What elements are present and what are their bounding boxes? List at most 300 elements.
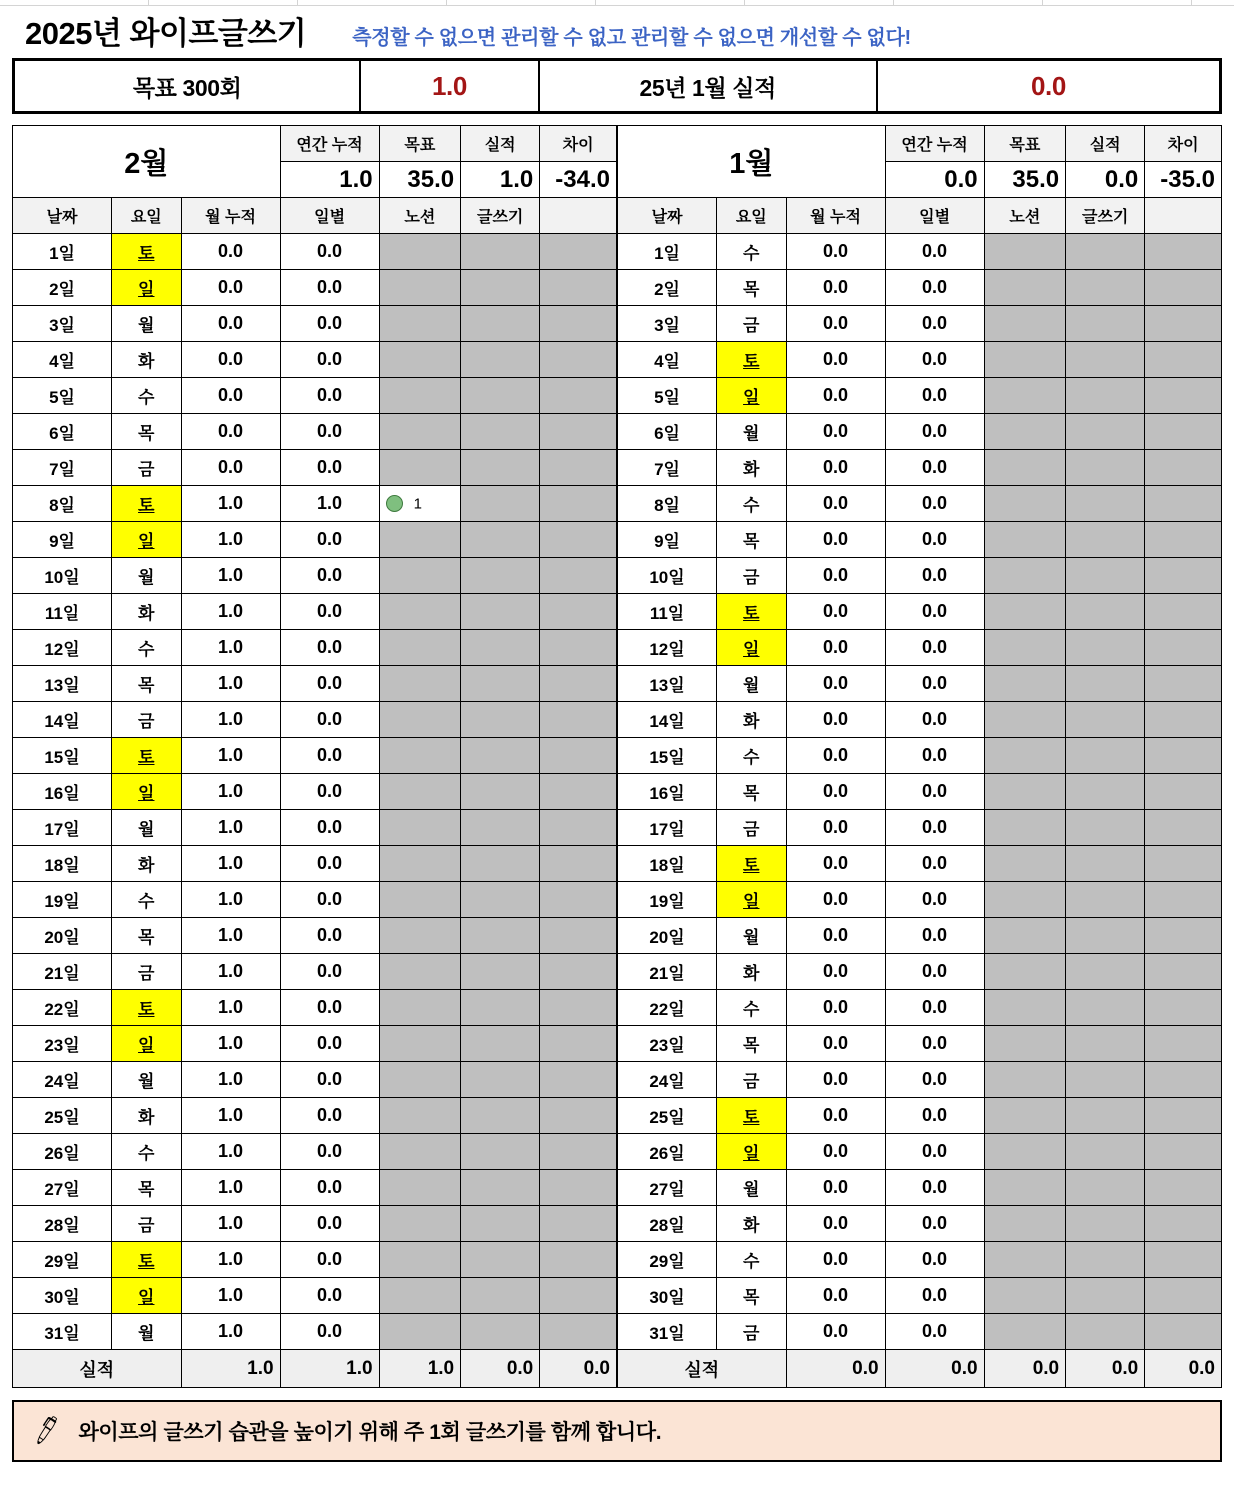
cell-date[interactable]: 28일 (13, 1206, 112, 1242)
cell-notion[interactable] (379, 486, 461, 522)
cell-blank[interactable] (540, 666, 617, 702)
cell-notion[interactable] (379, 450, 461, 486)
cell-daily[interactable]: 0.0 (885, 1314, 984, 1350)
cell-notion[interactable] (379, 1206, 461, 1242)
cell-writing[interactable] (1066, 882, 1145, 918)
cell-date[interactable]: 9일 (13, 522, 112, 558)
cell-daily[interactable]: 0.0 (280, 630, 379, 666)
cell-blank[interactable] (540, 1170, 617, 1206)
cell-blank[interactable] (1145, 738, 1222, 774)
cell-writing[interactable] (1066, 1242, 1145, 1278)
cell-blank[interactable] (1145, 882, 1222, 918)
cell-daily[interactable]: 0.0 (885, 342, 984, 378)
cell-blank[interactable] (1145, 378, 1222, 414)
cell-writing[interactable] (461, 306, 540, 342)
cell-month-accum[interactable]: 0.0 (786, 1134, 885, 1170)
cell-blank[interactable] (1145, 594, 1222, 630)
cell-notion[interactable] (379, 774, 461, 810)
cell-blank[interactable] (540, 1242, 617, 1278)
cell-weekday[interactable]: 수 (717, 990, 786, 1026)
cell-date[interactable]: 10일 (13, 558, 112, 594)
cell-daily[interactable]: 0.0 (280, 918, 379, 954)
cell-blank[interactable] (540, 702, 617, 738)
cell-notion[interactable] (984, 342, 1066, 378)
cell-date[interactable]: 20일 (618, 918, 717, 954)
cell-month-accum[interactable]: 0.0 (786, 666, 885, 702)
cell-blank[interactable] (540, 306, 617, 342)
cell-writing[interactable] (1066, 594, 1145, 630)
cell-date[interactable]: 10일 (618, 558, 717, 594)
cell-daily[interactable]: 0.0 (280, 234, 379, 270)
cell-weekday[interactable]: 목 (717, 522, 786, 558)
cell-month-accum[interactable]: 0.0 (786, 1206, 885, 1242)
cell-weekday[interactable]: 토 (112, 234, 181, 270)
cell-blank[interactable] (540, 1026, 617, 1062)
cell-notion[interactable] (984, 1026, 1066, 1062)
cell-blank[interactable] (540, 378, 617, 414)
cell-weekday[interactable]: 일 (112, 1026, 181, 1062)
cell-daily[interactable]: 0.0 (280, 1206, 379, 1242)
cell-month-accum[interactable]: 1.0 (181, 954, 280, 990)
cell-weekday[interactable]: 월 (112, 558, 181, 594)
cell-blank[interactable] (540, 1278, 617, 1314)
cell-daily[interactable]: 0.0 (885, 630, 984, 666)
cell-writing[interactable] (1066, 702, 1145, 738)
cell-writing[interactable] (1066, 1278, 1145, 1314)
cell-month-accum[interactable]: 0.0 (181, 450, 280, 486)
cell-month-accum[interactable]: 0.0 (786, 342, 885, 378)
cell-weekday[interactable]: 일 (112, 522, 181, 558)
cell-notion[interactable] (379, 378, 461, 414)
cell-daily[interactable]: 0.0 (280, 522, 379, 558)
cell-month-accum[interactable]: 0.0 (786, 846, 885, 882)
cell-month-accum[interactable]: 1.0 (181, 1170, 280, 1206)
cell-date[interactable]: 8일 (618, 486, 717, 522)
cell-weekday[interactable]: 금 (112, 450, 181, 486)
cell-month-accum[interactable]: 0.0 (181, 234, 280, 270)
cell-date[interactable]: 5일 (13, 378, 112, 414)
cell-writing[interactable] (1066, 810, 1145, 846)
cell-month-accum[interactable]: 1.0 (181, 594, 280, 630)
cell-date[interactable]: 19일 (618, 882, 717, 918)
cell-notion[interactable] (379, 918, 461, 954)
cell-daily[interactable]: 0.0 (885, 234, 984, 270)
cell-date[interactable]: 27일 (618, 1170, 717, 1206)
cell-notion[interactable] (984, 738, 1066, 774)
cell-daily[interactable]: 0.0 (885, 522, 984, 558)
cell-date[interactable]: 28일 (618, 1206, 717, 1242)
cell-writing[interactable] (461, 990, 540, 1026)
cell-notion[interactable] (984, 378, 1066, 414)
cell-date[interactable]: 26일 (13, 1134, 112, 1170)
cell-notion[interactable] (379, 666, 461, 702)
cell-notion[interactable] (984, 414, 1066, 450)
cell-month-accum[interactable]: 1.0 (181, 1278, 280, 1314)
cell-date[interactable]: 13일 (618, 666, 717, 702)
cell-blank[interactable] (1145, 1278, 1222, 1314)
cell-month-accum[interactable]: 0.0 (786, 810, 885, 846)
cell-writing[interactable] (461, 414, 540, 450)
cell-notion[interactable] (379, 522, 461, 558)
cell-notion[interactable] (379, 702, 461, 738)
cell-weekday[interactable]: 일 (112, 774, 181, 810)
cell-month-accum[interactable]: 1.0 (181, 1062, 280, 1098)
cell-date[interactable]: 31일 (13, 1314, 112, 1350)
cell-month-accum[interactable]: 0.0 (786, 522, 885, 558)
cell-notion[interactable] (984, 990, 1066, 1026)
cell-daily[interactable]: 0.0 (885, 1278, 984, 1314)
cell-notion[interactable] (379, 1026, 461, 1062)
cell-daily[interactable]: 0.0 (885, 414, 984, 450)
cell-daily[interactable]: 0.0 (885, 594, 984, 630)
cell-daily[interactable]: 0.0 (280, 738, 379, 774)
cell-weekday[interactable]: 금 (717, 1314, 786, 1350)
cell-month-accum[interactable]: 1.0 (181, 810, 280, 846)
cell-notion[interactable] (984, 1242, 1066, 1278)
cell-month-accum[interactable]: 0.0 (786, 558, 885, 594)
cell-weekday[interactable]: 월 (717, 666, 786, 702)
cell-notion[interactable] (984, 846, 1066, 882)
cell-notion[interactable] (379, 810, 461, 846)
cell-month-accum[interactable]: 0.0 (786, 1170, 885, 1206)
cell-date[interactable]: 20일 (13, 918, 112, 954)
cell-notion[interactable] (379, 990, 461, 1026)
cell-blank[interactable] (540, 954, 617, 990)
cell-notion[interactable] (984, 306, 1066, 342)
cell-blank[interactable] (1145, 306, 1222, 342)
cell-writing[interactable] (461, 810, 540, 846)
cell-writing[interactable] (461, 666, 540, 702)
cell-writing[interactable] (1066, 450, 1145, 486)
cell-date[interactable]: 21일 (13, 954, 112, 990)
cell-writing[interactable] (1066, 378, 1145, 414)
cell-weekday[interactable]: 일 (717, 630, 786, 666)
cell-blank[interactable] (1145, 1062, 1222, 1098)
cell-weekday[interactable]: 목 (112, 1170, 181, 1206)
cell-notion[interactable] (984, 702, 1066, 738)
cell-blank[interactable] (540, 990, 617, 1026)
cell-daily[interactable]: 0.0 (280, 1062, 379, 1098)
cell-weekday[interactable]: 월 (112, 1062, 181, 1098)
cell-blank[interactable] (540, 522, 617, 558)
cell-month-accum[interactable]: 1.0 (181, 702, 280, 738)
cell-notion[interactable] (379, 954, 461, 990)
cell-writing[interactable] (1066, 990, 1145, 1026)
cell-date[interactable]: 14일 (13, 702, 112, 738)
cell-month-accum[interactable]: 0.0 (786, 270, 885, 306)
cell-daily[interactable]: 0.0 (280, 1278, 379, 1314)
cell-daily[interactable]: 0.0 (280, 1170, 379, 1206)
cell-date[interactable]: 29일 (618, 1242, 717, 1278)
cell-notion[interactable] (984, 1098, 1066, 1134)
cell-notion[interactable] (984, 666, 1066, 702)
cell-writing[interactable] (461, 630, 540, 666)
cell-daily[interactable]: 0.0 (280, 414, 379, 450)
cell-writing[interactable] (461, 342, 540, 378)
cell-writing[interactable] (1066, 522, 1145, 558)
cell-weekday[interactable]: 토 (717, 846, 786, 882)
cell-date[interactable]: 23일 (13, 1026, 112, 1062)
cell-weekday[interactable]: 금 (717, 810, 786, 846)
cell-weekday[interactable]: 목 (717, 1026, 786, 1062)
cell-weekday[interactable]: 목 (717, 1278, 786, 1314)
cell-writing[interactable] (461, 378, 540, 414)
cell-writing[interactable] (461, 594, 540, 630)
cell-weekday[interactable]: 수 (717, 486, 786, 522)
cell-daily[interactable]: 0.0 (280, 558, 379, 594)
cell-date[interactable]: 19일 (13, 882, 112, 918)
cell-writing[interactable] (461, 774, 540, 810)
cell-daily[interactable]: 0.0 (885, 1026, 984, 1062)
cell-date[interactable]: 29일 (13, 1242, 112, 1278)
cell-writing[interactable] (461, 1134, 540, 1170)
cell-month-accum[interactable]: 0.0 (786, 630, 885, 666)
cell-writing[interactable] (1066, 306, 1145, 342)
cell-notion[interactable] (379, 1314, 461, 1350)
cell-blank[interactable] (540, 738, 617, 774)
cell-month-accum[interactable]: 1.0 (181, 1026, 280, 1062)
cell-writing[interactable] (461, 522, 540, 558)
cell-daily[interactable]: 0.0 (280, 702, 379, 738)
cell-blank[interactable] (540, 1098, 617, 1134)
cell-daily[interactable]: 0.0 (280, 306, 379, 342)
cell-weekday[interactable]: 화 (112, 342, 181, 378)
cell-month-accum[interactable]: 1.0 (181, 558, 280, 594)
cell-month-accum[interactable]: 1.0 (181, 882, 280, 918)
cell-month-accum[interactable]: 0.0 (786, 1242, 885, 1278)
cell-date[interactable]: 22일 (13, 990, 112, 1026)
cell-notion[interactable] (984, 954, 1066, 990)
cell-month-accum[interactable]: 0.0 (786, 918, 885, 954)
cell-blank[interactable] (1145, 702, 1222, 738)
cell-month-accum[interactable]: 1.0 (181, 846, 280, 882)
cell-date[interactable]: 31일 (618, 1314, 717, 1350)
cell-weekday[interactable]: 금 (717, 1062, 786, 1098)
cell-date[interactable]: 4일 (618, 342, 717, 378)
cell-weekday[interactable]: 토 (717, 594, 786, 630)
cell-month-accum[interactable]: 1.0 (181, 486, 280, 522)
cell-month-accum[interactable]: 1.0 (181, 1134, 280, 1170)
cell-weekday[interactable]: 월 (717, 918, 786, 954)
cell-blank[interactable] (540, 1134, 617, 1170)
cell-blank[interactable] (540, 918, 617, 954)
cell-blank[interactable] (1145, 558, 1222, 594)
cell-blank[interactable] (1145, 846, 1222, 882)
cell-date[interactable]: 13일 (13, 666, 112, 702)
cell-month-accum[interactable]: 0.0 (786, 1098, 885, 1134)
cell-date[interactable]: 30일 (13, 1278, 112, 1314)
cell-notion[interactable] (984, 558, 1066, 594)
cell-month-accum[interactable]: 0.0 (786, 1062, 885, 1098)
cell-weekday[interactable]: 화 (717, 1206, 786, 1242)
cell-date[interactable]: 25일 (13, 1098, 112, 1134)
cell-weekday[interactable]: 토 (717, 342, 786, 378)
cell-blank[interactable] (540, 882, 617, 918)
cell-date[interactable]: 18일 (618, 846, 717, 882)
cell-weekday[interactable]: 수 (717, 234, 786, 270)
cell-date[interactable]: 22일 (618, 990, 717, 1026)
cell-daily[interactable]: 0.0 (280, 270, 379, 306)
cell-blank[interactable] (540, 342, 617, 378)
cell-blank[interactable] (1145, 1242, 1222, 1278)
cell-notion[interactable] (379, 1134, 461, 1170)
cell-month-accum[interactable]: 0.0 (181, 270, 280, 306)
cell-month-accum[interactable]: 0.0 (786, 450, 885, 486)
cell-notion[interactable] (984, 1134, 1066, 1170)
cell-blank[interactable] (1145, 954, 1222, 990)
cell-weekday[interactable]: 목 (717, 774, 786, 810)
cell-blank[interactable] (540, 270, 617, 306)
cell-blank[interactable] (540, 630, 617, 666)
cell-blank[interactable] (540, 450, 617, 486)
cell-writing[interactable] (1066, 774, 1145, 810)
cell-blank[interactable] (540, 558, 617, 594)
cell-notion[interactable] (984, 522, 1066, 558)
cell-date[interactable]: 6일 (618, 414, 717, 450)
cell-writing[interactable] (461, 1170, 540, 1206)
cell-month-accum[interactable]: 0.0 (786, 414, 885, 450)
cell-month-accum[interactable]: 1.0 (181, 918, 280, 954)
cell-blank[interactable] (1145, 450, 1222, 486)
cell-month-accum[interactable]: 1.0 (181, 1206, 280, 1242)
cell-month-accum[interactable]: 0.0 (181, 378, 280, 414)
cell-date[interactable]: 17일 (13, 810, 112, 846)
cell-blank[interactable] (540, 846, 617, 882)
cell-month-accum[interactable]: 0.0 (786, 702, 885, 738)
cell-writing[interactable] (1066, 1134, 1145, 1170)
cell-date[interactable]: 2일 (13, 270, 112, 306)
cell-date[interactable]: 7일 (13, 450, 112, 486)
cell-date[interactable]: 6일 (13, 414, 112, 450)
cell-blank[interactable] (540, 486, 617, 522)
cell-writing[interactable] (1066, 342, 1145, 378)
cell-writing[interactable] (461, 1278, 540, 1314)
cell-weekday[interactable]: 수 (112, 630, 181, 666)
cell-notion[interactable] (379, 1278, 461, 1314)
cell-notion[interactable] (984, 1170, 1066, 1206)
cell-daily[interactable]: 0.0 (280, 1026, 379, 1062)
cell-daily[interactable]: 0.0 (885, 1170, 984, 1206)
cell-blank[interactable] (1145, 1026, 1222, 1062)
cell-daily[interactable]: 0.0 (280, 1134, 379, 1170)
cell-notion[interactable] (379, 270, 461, 306)
cell-daily[interactable]: 0.0 (280, 954, 379, 990)
cell-date[interactable]: 16일 (13, 774, 112, 810)
cell-date[interactable]: 15일 (618, 738, 717, 774)
cell-weekday[interactable]: 금 (112, 954, 181, 990)
cell-notion[interactable] (379, 414, 461, 450)
cell-writing[interactable] (461, 954, 540, 990)
cell-writing[interactable] (1066, 414, 1145, 450)
cell-blank[interactable] (1145, 1206, 1222, 1242)
cell-weekday[interactable]: 수 (717, 1242, 786, 1278)
cell-month-accum[interactable]: 0.0 (786, 738, 885, 774)
cell-weekday[interactable]: 토 (112, 990, 181, 1026)
cell-daily[interactable]: 0.0 (885, 774, 984, 810)
cell-notion[interactable] (984, 882, 1066, 918)
cell-date[interactable]: 8일 (13, 486, 112, 522)
cell-month-accum[interactable]: 0.0 (786, 1026, 885, 1062)
cell-writing[interactable] (1066, 846, 1145, 882)
cell-notion[interactable] (984, 270, 1066, 306)
cell-writing[interactable] (1066, 738, 1145, 774)
cell-daily[interactable]: 0.0 (280, 1242, 379, 1278)
cell-writing[interactable] (461, 846, 540, 882)
cell-daily[interactable]: 0.0 (885, 1206, 984, 1242)
cell-notion[interactable] (379, 846, 461, 882)
cell-notion[interactable] (379, 1098, 461, 1134)
cell-month-accum[interactable]: 0.0 (786, 774, 885, 810)
cell-daily[interactable]: 0.0 (885, 810, 984, 846)
cell-daily[interactable]: 0.0 (885, 666, 984, 702)
cell-weekday[interactable]: 금 (112, 702, 181, 738)
cell-blank[interactable] (540, 234, 617, 270)
cell-daily[interactable]: 0.0 (885, 882, 984, 918)
cell-weekday[interactable]: 수 (112, 1134, 181, 1170)
cell-writing[interactable] (461, 450, 540, 486)
cell-blank[interactable] (1145, 774, 1222, 810)
cell-weekday[interactable]: 일 (717, 882, 786, 918)
cell-date[interactable]: 2일 (618, 270, 717, 306)
cell-weekday[interactable]: 수 (717, 738, 786, 774)
cell-writing[interactable] (1066, 1098, 1145, 1134)
cell-blank[interactable] (540, 594, 617, 630)
cell-daily[interactable]: 0.0 (885, 702, 984, 738)
cell-notion[interactable] (984, 486, 1066, 522)
cell-date[interactable]: 3일 (13, 306, 112, 342)
cell-daily[interactable]: 0.0 (885, 1134, 984, 1170)
cell-daily[interactable]: 0.0 (280, 882, 379, 918)
cell-notion[interactable] (984, 1314, 1066, 1350)
cell-writing[interactable] (1066, 1314, 1145, 1350)
cell-date[interactable]: 24일 (618, 1062, 717, 1098)
cell-blank[interactable] (1145, 234, 1222, 270)
cell-weekday[interactable]: 목 (112, 918, 181, 954)
cell-date[interactable]: 23일 (618, 1026, 717, 1062)
cell-blank[interactable] (1145, 342, 1222, 378)
cell-blank[interactable] (1145, 270, 1222, 306)
cell-blank[interactable] (1145, 1314, 1222, 1350)
cell-writing[interactable] (461, 486, 540, 522)
cell-writing[interactable] (1066, 1062, 1145, 1098)
cell-daily[interactable]: 0.0 (885, 738, 984, 774)
cell-weekday[interactable]: 토 (112, 486, 181, 522)
cell-daily[interactable]: 0.0 (885, 270, 984, 306)
cell-daily[interactable]: 1.0 (280, 486, 379, 522)
cell-notion[interactable] (984, 594, 1066, 630)
cell-blank[interactable] (540, 1314, 617, 1350)
cell-weekday[interactable]: 금 (717, 558, 786, 594)
cell-notion[interactable] (379, 1062, 461, 1098)
cell-writing[interactable] (461, 882, 540, 918)
cell-daily[interactable]: 0.0 (885, 1242, 984, 1278)
cell-weekday[interactable]: 월 (112, 1314, 181, 1350)
cell-month-accum[interactable]: 1.0 (181, 990, 280, 1026)
cell-notion[interactable] (379, 558, 461, 594)
cell-blank[interactable] (1145, 1098, 1222, 1134)
cell-writing[interactable] (1066, 954, 1145, 990)
cell-date[interactable]: 5일 (618, 378, 717, 414)
cell-writing[interactable] (461, 1062, 540, 1098)
cell-month-accum[interactable]: 1.0 (181, 738, 280, 774)
cell-daily[interactable]: 0.0 (885, 378, 984, 414)
cell-weekday[interactable]: 금 (717, 306, 786, 342)
cell-blank[interactable] (540, 810, 617, 846)
cell-writing[interactable] (1066, 1206, 1145, 1242)
cell-notion[interactable] (379, 1170, 461, 1206)
cell-date[interactable]: 11일 (618, 594, 717, 630)
cell-daily[interactable]: 0.0 (885, 918, 984, 954)
